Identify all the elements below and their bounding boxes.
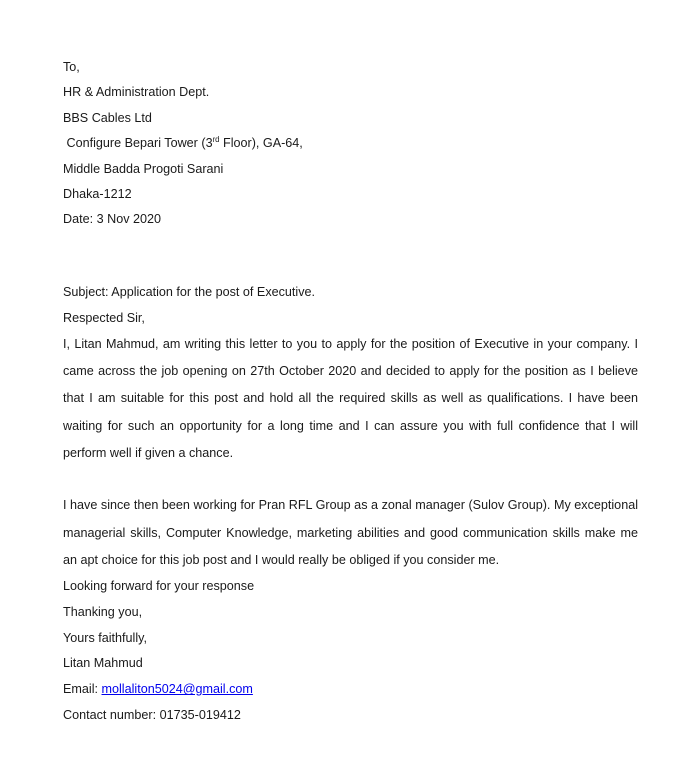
address-line-1-suffix: Floor), GA-64,	[219, 136, 303, 151]
address-ordinal-suffix: rd	[212, 135, 220, 145]
recipient-address-line-1	[63, 131, 638, 156]
subject-line: Subject: Application for the post of Executive.	[63, 285, 316, 300]
address-line-1-prefix: Configure Bepari Tower (3	[63, 136, 213, 151]
recipient-city-postcode: Dhaka-1212	[63, 187, 132, 202]
email-link[interactable]: mollaliton5024@gmail.com	[101, 682, 253, 697]
recipient-address-line-2: Middle Badda Progoti Sarani	[63, 161, 224, 176]
sign-off-line: Yours faithfully,	[63, 630, 148, 645]
spacer-after-address	[63, 233, 638, 258]
recipient-salutation: To,	[63, 60, 80, 74]
sender-name: Litan Mahmud	[63, 656, 143, 671]
body-paragraph-1: I, Litan Mahmud, am writing this letter to you to apply for the position of Executive in your company. I came across the job opening on 27th October 2020 and decided to apply for the position as I believe that I am suitable for this post and hold all the required skills as well as qualifications. I have been waiting for such an opportunity for a long time and I can assure you with full confidence that I will perform well if given a chance.	[63, 337, 638, 460]
thanking-line: Thanking you,	[63, 604, 143, 619]
letter-date: Date: 3 Nov 2020	[63, 212, 162, 227]
email-line	[63, 677, 638, 703]
email-label: Email:	[63, 682, 102, 697]
spacer-before-subject	[63, 258, 638, 280]
closing-block	[63, 574, 638, 729]
recipient-address-block	[63, 55, 638, 233]
body-paragraph-2: I have since then been working for Pran RFL Group as a zonal manager (Sulov Group). My exceptional managerial skills, Computer Knowledge, marketing abilities and good communication skills make me an apt choice for this job post and I would really be obliged if you consider me.	[63, 498, 638, 567]
recipient-department: HR & Administration Dept.	[63, 85, 210, 100]
spacer-between-paragraphs	[63, 467, 638, 492]
recipient-company: BBS Cables Ltd	[63, 110, 152, 125]
looking-forward-line: Looking forward for your response	[63, 579, 255, 594]
contact-number-line: Contact number: 01735-019412	[63, 708, 241, 723]
greeting-line: Respected Sir,	[63, 310, 145, 325]
